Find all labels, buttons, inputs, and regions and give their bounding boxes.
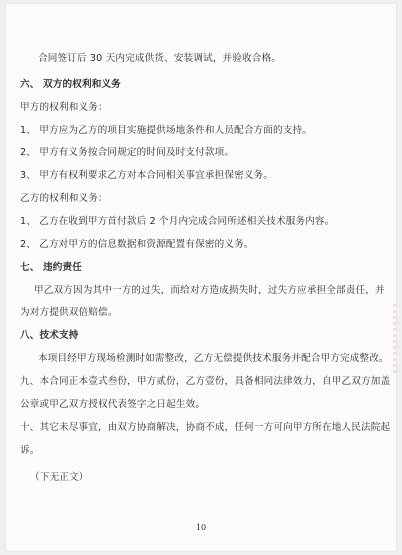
end-of-text-note: （下无正文） [30,472,89,483]
party-a-item-1: 1、 甲方应为乙方的项目实施提供场地条件和人员配合方面的支持。 [20,125,313,136]
liability-line-2: 为对方提供双倍赔偿。 [20,307,118,318]
section-9-line-1: 九、本合同正本壹式叁份，甲方贰份，乙方壹份，具备相同法律效力，自甲乙双方加盖 [20,376,391,387]
party-b-rights-heading: 乙方的权利和义务： [20,193,108,204]
party-a-item-2: 2、 甲方有义务按合同规定的时间及时支付款项。 [20,147,235,158]
page-number: 10 [195,523,207,532]
party-a-item-3: 3、 甲方有权利要求乙方对本合同相关事宜承担保密义务。 [20,170,274,181]
seal-edge-mark [393,304,396,374]
delivery-clause: 合同签订后 30 天内完成供货、安装调试，并验收合格。 [38,53,282,64]
section-10-line-1: 十、其它未尽事宜，由双方协商解决，协商不成，任何一方可向甲方所在地人民法院起 [20,422,391,433]
party-b-item-2: 2、 乙方对甲方的信息数据和资源配置有保密的义务。 [20,239,254,250]
tech-support-clause: 本项目经甲方现场检测时如需整改，乙方无偿提供技术服务并配合甲方完成整改。 [38,353,389,364]
liability-line-1: 甲乙双方因为其中一方的过失，而给对方造成损失时，过失方应承担全部责任，并 [34,285,385,296]
section-9-line-2: 公章或甲乙双方授权代表签字之日起生效。 [20,399,206,410]
section-10-line-2: 诉。 [20,445,40,456]
party-a-rights-heading: 甲方的权利和义务： [20,102,108,113]
document-page [6,4,396,551]
section-8-heading: 八、技术支持 [20,330,79,341]
party-b-item-1: 1、 乙方在收到甲方首付款后 2 个月内完成合同所述相关技术服务内容。 [20,216,335,227]
section-7-heading: 七、 违约责任 [20,262,82,273]
section-6-heading: 六、 双方的权利和义务 [20,79,121,90]
